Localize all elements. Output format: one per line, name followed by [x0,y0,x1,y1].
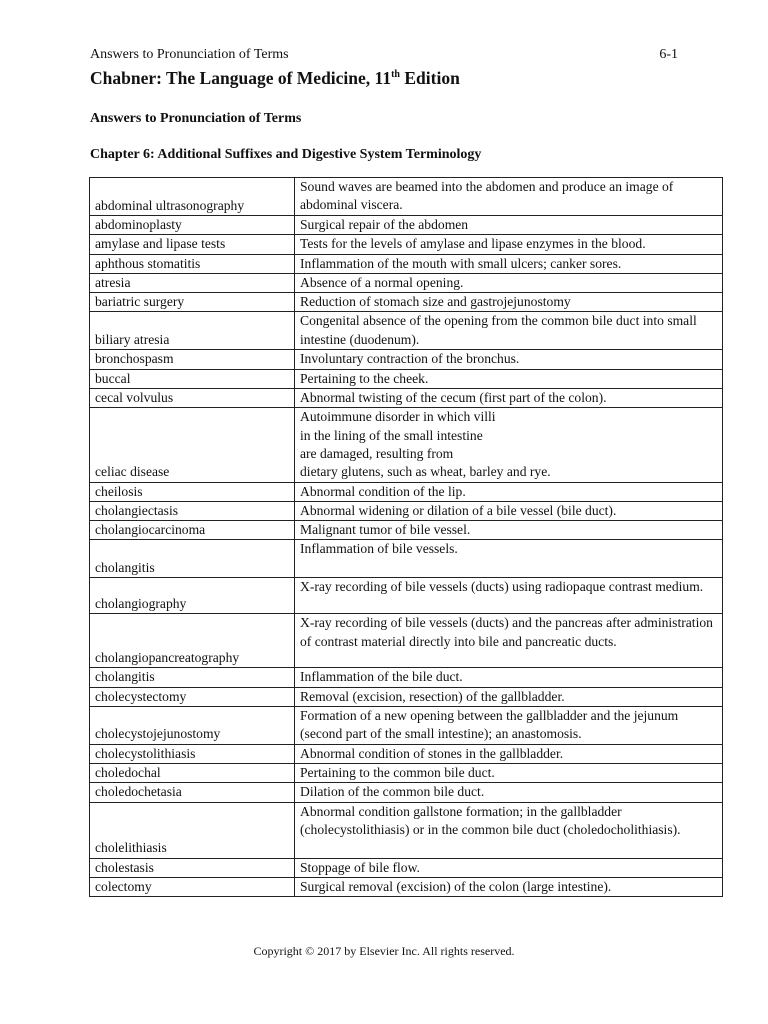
table-row [90,501,723,520]
term-cell: choledochetasia [90,783,295,802]
term-cell: aphthous stomatitis [90,254,295,273]
definition-cell: Inflammation of bile vessels. [295,540,723,578]
table-row [90,540,723,578]
definition-cell: Inflammation of the bile duct. [295,668,723,687]
table-row [90,763,723,782]
table-row [90,877,723,896]
term-cell: cecal volvulus [90,389,295,408]
definition-cell: Absence of a normal opening. [295,273,723,292]
term-cell: amylase and lipase tests [90,235,295,254]
definition-cell: Involuntary contraction of the bronchus. [295,350,723,369]
definition-cell: Surgical removal (excision) of the colon (large intestine). [295,877,723,896]
definition-cell: X-ray recording of bile vessels (ducts) using radiopaque contrast medium. [295,578,723,614]
table-row [90,178,723,216]
term-cell: atresia [90,273,295,292]
page-number: 6-1 [659,47,678,62]
definition-cell: Pertaining to the common bile duct. [295,763,723,782]
table-row [90,235,723,254]
table-row [90,521,723,540]
term-cell: cholangitis [90,668,295,687]
definition-cell: Dilation of the common bile duct. [295,783,723,802]
definition-cell: Tests for the levels of amylase and lipase enzymes in the blood. [295,235,723,254]
copyright-footer: Copyright © 2017 by Elsevier Inc. All rights reserved. [253,944,515,958]
definition-cell: Pertaining to the cheek. [295,369,723,388]
definition-cell: Formation of a new opening between the gallbladder and the jejunum (second part of the small intestine); an anastomosis. [295,707,723,745]
table-row [90,293,723,312]
definition-cell: Reduction of stomach size and gastrojejunostomy [295,293,723,312]
definition-cell: Inflammation of the mouth with small ulcers; canker sores. [295,254,723,273]
definition-cell: Stoppage of bile flow. [295,858,723,877]
term-cell: cholangiocarcinoma [90,521,295,540]
definition-cell: Abnormal condition of stones in the gallbladder. [295,744,723,763]
term-cell: cholecystolithiasis [90,744,295,763]
term-cell: cholangiography [90,578,295,614]
table-row [90,254,723,273]
table-row [90,482,723,501]
table-row [90,216,723,235]
table-row [90,369,723,388]
terms-table [89,177,723,897]
header-left: Answers to Pronunciation of Terms [90,47,289,62]
definition-cell: Congenital absence of the opening from the common bile duct into small intestine (duodenum). [295,312,723,350]
table-row [90,578,723,614]
table-row [90,668,723,687]
term-cell: cholangitis [90,540,295,578]
table-row [90,802,723,858]
definition-cell: Autoimmune disorder in which villi in the lining of the small intestine are damaged, resulting from dietary glutens, such as wheat, barley and rye. [295,408,723,482]
table-row [90,783,723,802]
term-cell: cholangiectasis [90,501,295,520]
definition-cell: Abnormal condition gallstone formation; in the gallbladder (cholecystolithiasis) or in the common bile duct (choledocholithiasis). [295,802,723,858]
term-cell: cholecystojejunostomy [90,707,295,745]
table-row [90,687,723,706]
table-row [90,614,723,668]
term-cell: abdominoplasty [90,216,295,235]
definition-cell: Abnormal condition of the lip. [295,482,723,501]
table-row [90,707,723,745]
table-row [90,744,723,763]
term-cell: bariatric surgery [90,293,295,312]
term-cell: bronchospasm [90,350,295,369]
term-cell: celiac disease [90,408,295,482]
term-cell: cholangiopancreatography [90,614,295,668]
term-cell: cholestasis [90,858,295,877]
term-cell: choledochal [90,763,295,782]
definition-cell: Malignant tumor of bile vessel. [295,521,723,540]
definition-cell: X-ray recording of bile vessels (ducts) and the pancreas after administration of contrast material directly into bile and pancreatic ducts. [295,614,723,668]
term-cell: abdominal ultrasonography [90,178,295,216]
definition-cell: Abnormal widening or dilation of a bile vessel (bile duct). [295,501,723,520]
running-header [90,47,678,63]
definition-cell: Abnormal twisting of the cecum (first part of the colon). [295,389,723,408]
table-row [90,858,723,877]
section-subtitle: Answers to Pronunciation of Terms [90,111,302,126]
term-cell: buccal [90,369,295,388]
term-cell: cheilosis [90,482,295,501]
book-title: Chabner: The Language of Medicine, 11th Edition [90,68,460,88]
table-row [90,350,723,369]
definition-cell: Sound waves are beamed into the abdomen and produce an image of abdominal viscera. [295,178,723,216]
chapter-heading: Chapter 6: Additional Suffixes and Digestive System Terminology [90,147,482,162]
definition-cell: Surgical repair of the abdomen [295,216,723,235]
table-row [90,408,723,482]
term-cell: biliary atresia [90,312,295,350]
table-row [90,389,723,408]
table-row [90,312,723,350]
term-cell: cholelithiasis [90,802,295,858]
table-row [90,273,723,292]
definition-cell: Removal (excision, resection) of the gallbladder. [295,687,723,706]
term-cell: cholecystectomy [90,687,295,706]
term-cell: colectomy [90,877,295,896]
